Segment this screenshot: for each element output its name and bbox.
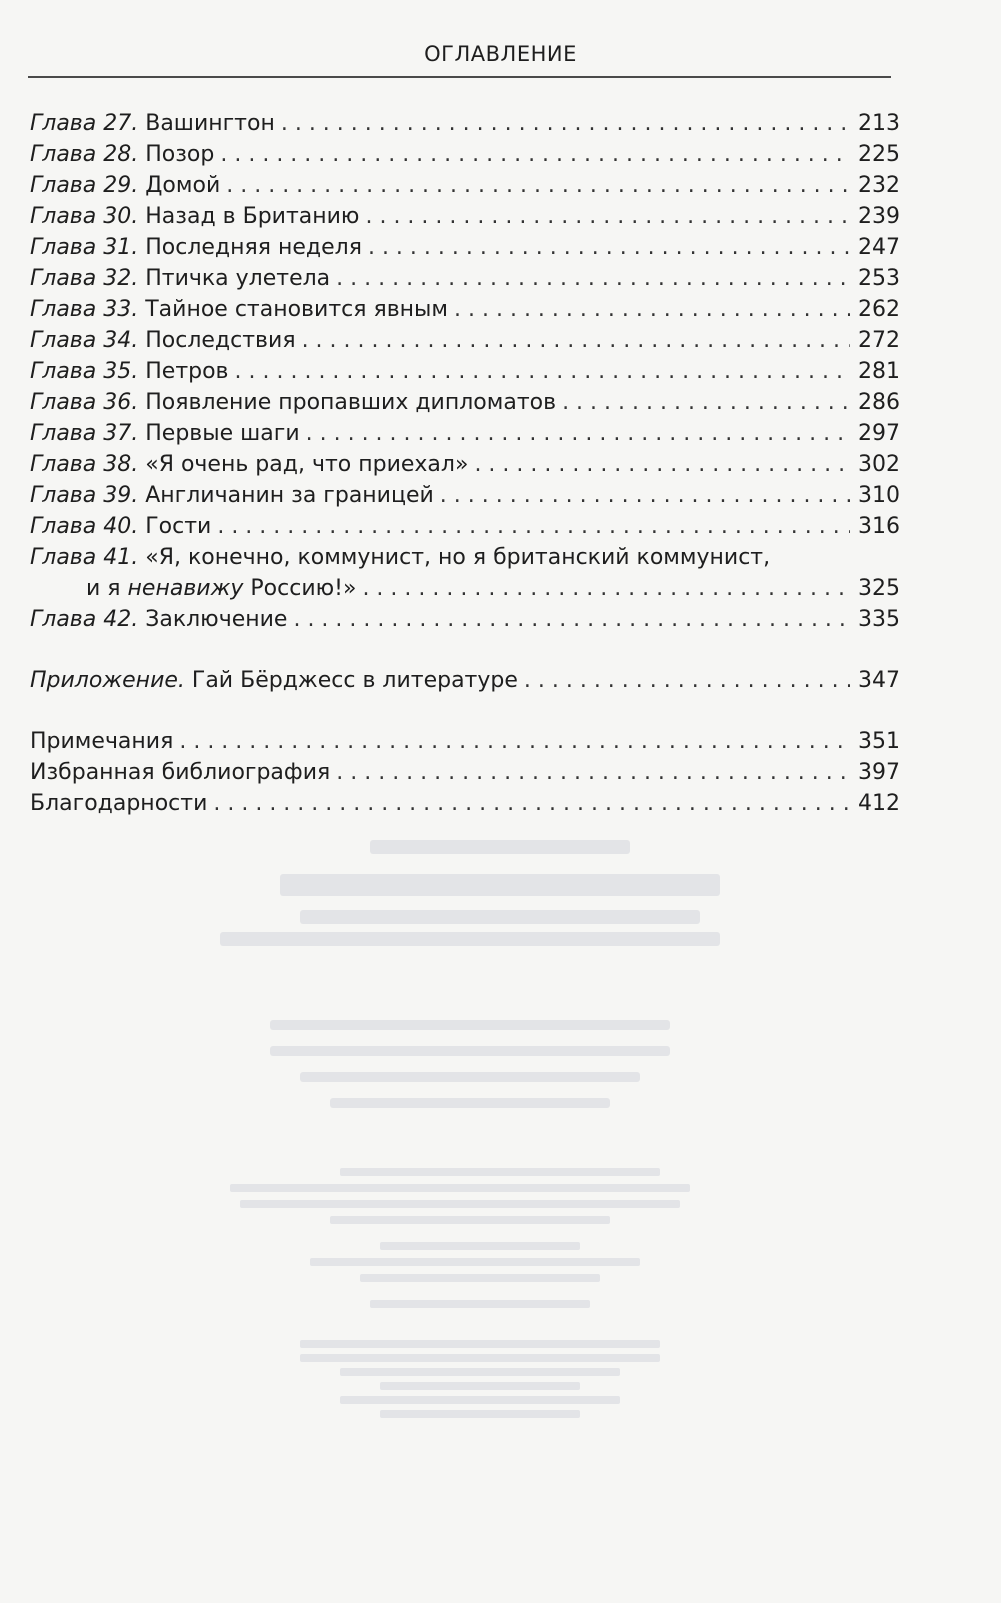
toc-entry bbox=[30, 263, 900, 294]
chapter-title: Птичка улетела bbox=[145, 266, 331, 291]
toc-entry bbox=[30, 511, 900, 542]
toc-entry bbox=[30, 604, 900, 635]
chapter-title: Домой bbox=[145, 173, 221, 198]
chapter-number: Глава 35. bbox=[30, 359, 139, 384]
page-number: 351 bbox=[858, 729, 900, 754]
chapter-number: Глава 28. bbox=[30, 142, 139, 167]
toc-entry bbox=[30, 294, 900, 325]
leader-dots bbox=[454, 294, 850, 325]
appendix-label: Приложение. bbox=[30, 668, 185, 693]
chapter-title: Заключение bbox=[145, 607, 288, 632]
chapter-title: Тайное становится явным bbox=[145, 297, 449, 322]
bleed-through-shapes bbox=[0, 840, 1001, 1480]
page-number: 316 bbox=[858, 514, 900, 539]
toc-entry bbox=[30, 232, 900, 263]
toc-entry bbox=[30, 108, 900, 139]
chapter-number: Глава 29. bbox=[30, 173, 139, 198]
toc-entry bbox=[30, 449, 900, 480]
page-number: 253 bbox=[858, 266, 900, 291]
back-matter-title: Примечания bbox=[30, 729, 174, 754]
leader-dots bbox=[368, 232, 850, 263]
chapter-title: Петров bbox=[145, 359, 229, 384]
leader-dots bbox=[235, 356, 850, 387]
page-number: 286 bbox=[858, 390, 900, 415]
toc-entry-back-matter bbox=[30, 726, 900, 757]
page-number: 272 bbox=[858, 328, 900, 353]
appendix-title: Гай Бёрджесс в литературе bbox=[191, 668, 518, 693]
emphasis: ненавижу bbox=[127, 576, 244, 601]
chapter-title: Первые шаги bbox=[145, 421, 300, 446]
toc-entry-back-matter bbox=[30, 757, 900, 788]
page-number: 213 bbox=[858, 111, 900, 136]
chapter-title: Вашингтон bbox=[145, 111, 275, 136]
toc-entry bbox=[30, 480, 900, 511]
chapter-title: Англичанин за границей bbox=[145, 483, 434, 508]
chapter-number: Глава 41. bbox=[30, 545, 139, 570]
page-number: 232 bbox=[858, 173, 900, 198]
leader-dots bbox=[302, 325, 850, 356]
bleed-through-texture bbox=[0, 840, 1001, 1484]
toc-entry bbox=[30, 387, 900, 418]
page-number: 310 bbox=[858, 483, 900, 508]
chapter-number: Глава 42. bbox=[30, 607, 139, 632]
page-number: 297 bbox=[858, 421, 900, 446]
page-number: 397 bbox=[858, 760, 900, 785]
page-number: 262 bbox=[858, 297, 900, 322]
toc-entry-appendix bbox=[30, 665, 900, 696]
chapter-number: Глава 39. bbox=[30, 483, 139, 508]
page-number: 239 bbox=[858, 204, 900, 229]
chapter-number: Глава 34. bbox=[30, 328, 139, 353]
page-number: 302 bbox=[858, 452, 900, 477]
toc-entry bbox=[30, 325, 900, 356]
toc-entry bbox=[30, 170, 900, 201]
toc-entry bbox=[30, 356, 900, 387]
chapter-number: Глава 33. bbox=[30, 297, 139, 322]
chapter-number: Глава 37. bbox=[30, 421, 139, 446]
page-number: 347 bbox=[858, 668, 900, 693]
toc-entry bbox=[30, 418, 900, 449]
leader-dots bbox=[217, 511, 850, 542]
chapter-number: Глава 31. bbox=[30, 235, 139, 260]
leader-dots bbox=[293, 604, 850, 635]
chapter-title: «Я очень рад, что приехал» bbox=[145, 452, 469, 477]
leader-dots bbox=[362, 573, 850, 604]
page-number: 225 bbox=[858, 142, 900, 167]
chapter-title: Появление пропавших дипломатов bbox=[145, 390, 557, 415]
chapter-number: Глава 38. bbox=[30, 452, 139, 477]
toc-entry bbox=[30, 542, 900, 573]
page-number: 247 bbox=[858, 235, 900, 260]
leader-dots bbox=[220, 139, 850, 170]
chapter-number: Глава 30. bbox=[30, 204, 139, 229]
page-number: 281 bbox=[858, 359, 900, 384]
leader-dots bbox=[365, 201, 850, 232]
toc-entry bbox=[30, 201, 900, 232]
page-number: 412 bbox=[858, 791, 900, 816]
header-divider bbox=[28, 76, 891, 78]
leader-dots bbox=[336, 757, 850, 788]
chapter-title: Позор bbox=[145, 142, 215, 167]
chapter-title: Последствия bbox=[145, 328, 296, 353]
toc-entry bbox=[30, 139, 900, 170]
leader-dots bbox=[440, 480, 850, 511]
page-title: ОГЛАВЛЕНИЕ bbox=[424, 42, 577, 66]
chapter-number: Глава 40. bbox=[30, 514, 139, 539]
leader-dots bbox=[226, 170, 850, 201]
leader-dots bbox=[474, 449, 850, 480]
chapter-number: Глава 32. bbox=[30, 266, 139, 291]
leader-dots bbox=[306, 418, 850, 449]
table-of-contents bbox=[30, 108, 900, 819]
page-number: 325 bbox=[858, 576, 900, 601]
chapter-title-line-1: «Я, конечно, коммунист, но я британский коммунист, bbox=[145, 545, 771, 570]
leader-dots bbox=[336, 263, 850, 294]
chapter-number: Глава 36. bbox=[30, 390, 139, 415]
page-number: 335 bbox=[858, 607, 900, 632]
leader-dots bbox=[281, 108, 850, 139]
chapter-number: Глава 27. bbox=[30, 111, 139, 136]
leader-dots bbox=[213, 788, 850, 819]
leader-dots bbox=[179, 726, 850, 757]
leader-dots bbox=[562, 387, 850, 418]
chapter-title: Гости bbox=[145, 514, 212, 539]
toc-entry-back-matter bbox=[30, 788, 900, 819]
leader-dots bbox=[524, 665, 850, 696]
toc-entry-continuation: и я ненавижу Россию!» . . . 325 bbox=[30, 573, 900, 604]
chapter-title: Назад в Британию bbox=[145, 204, 360, 229]
back-matter-title: Благодарности bbox=[30, 791, 208, 816]
chapter-title: Последняя неделя bbox=[145, 235, 362, 260]
back-matter-title: Избранная библиография bbox=[30, 760, 331, 785]
